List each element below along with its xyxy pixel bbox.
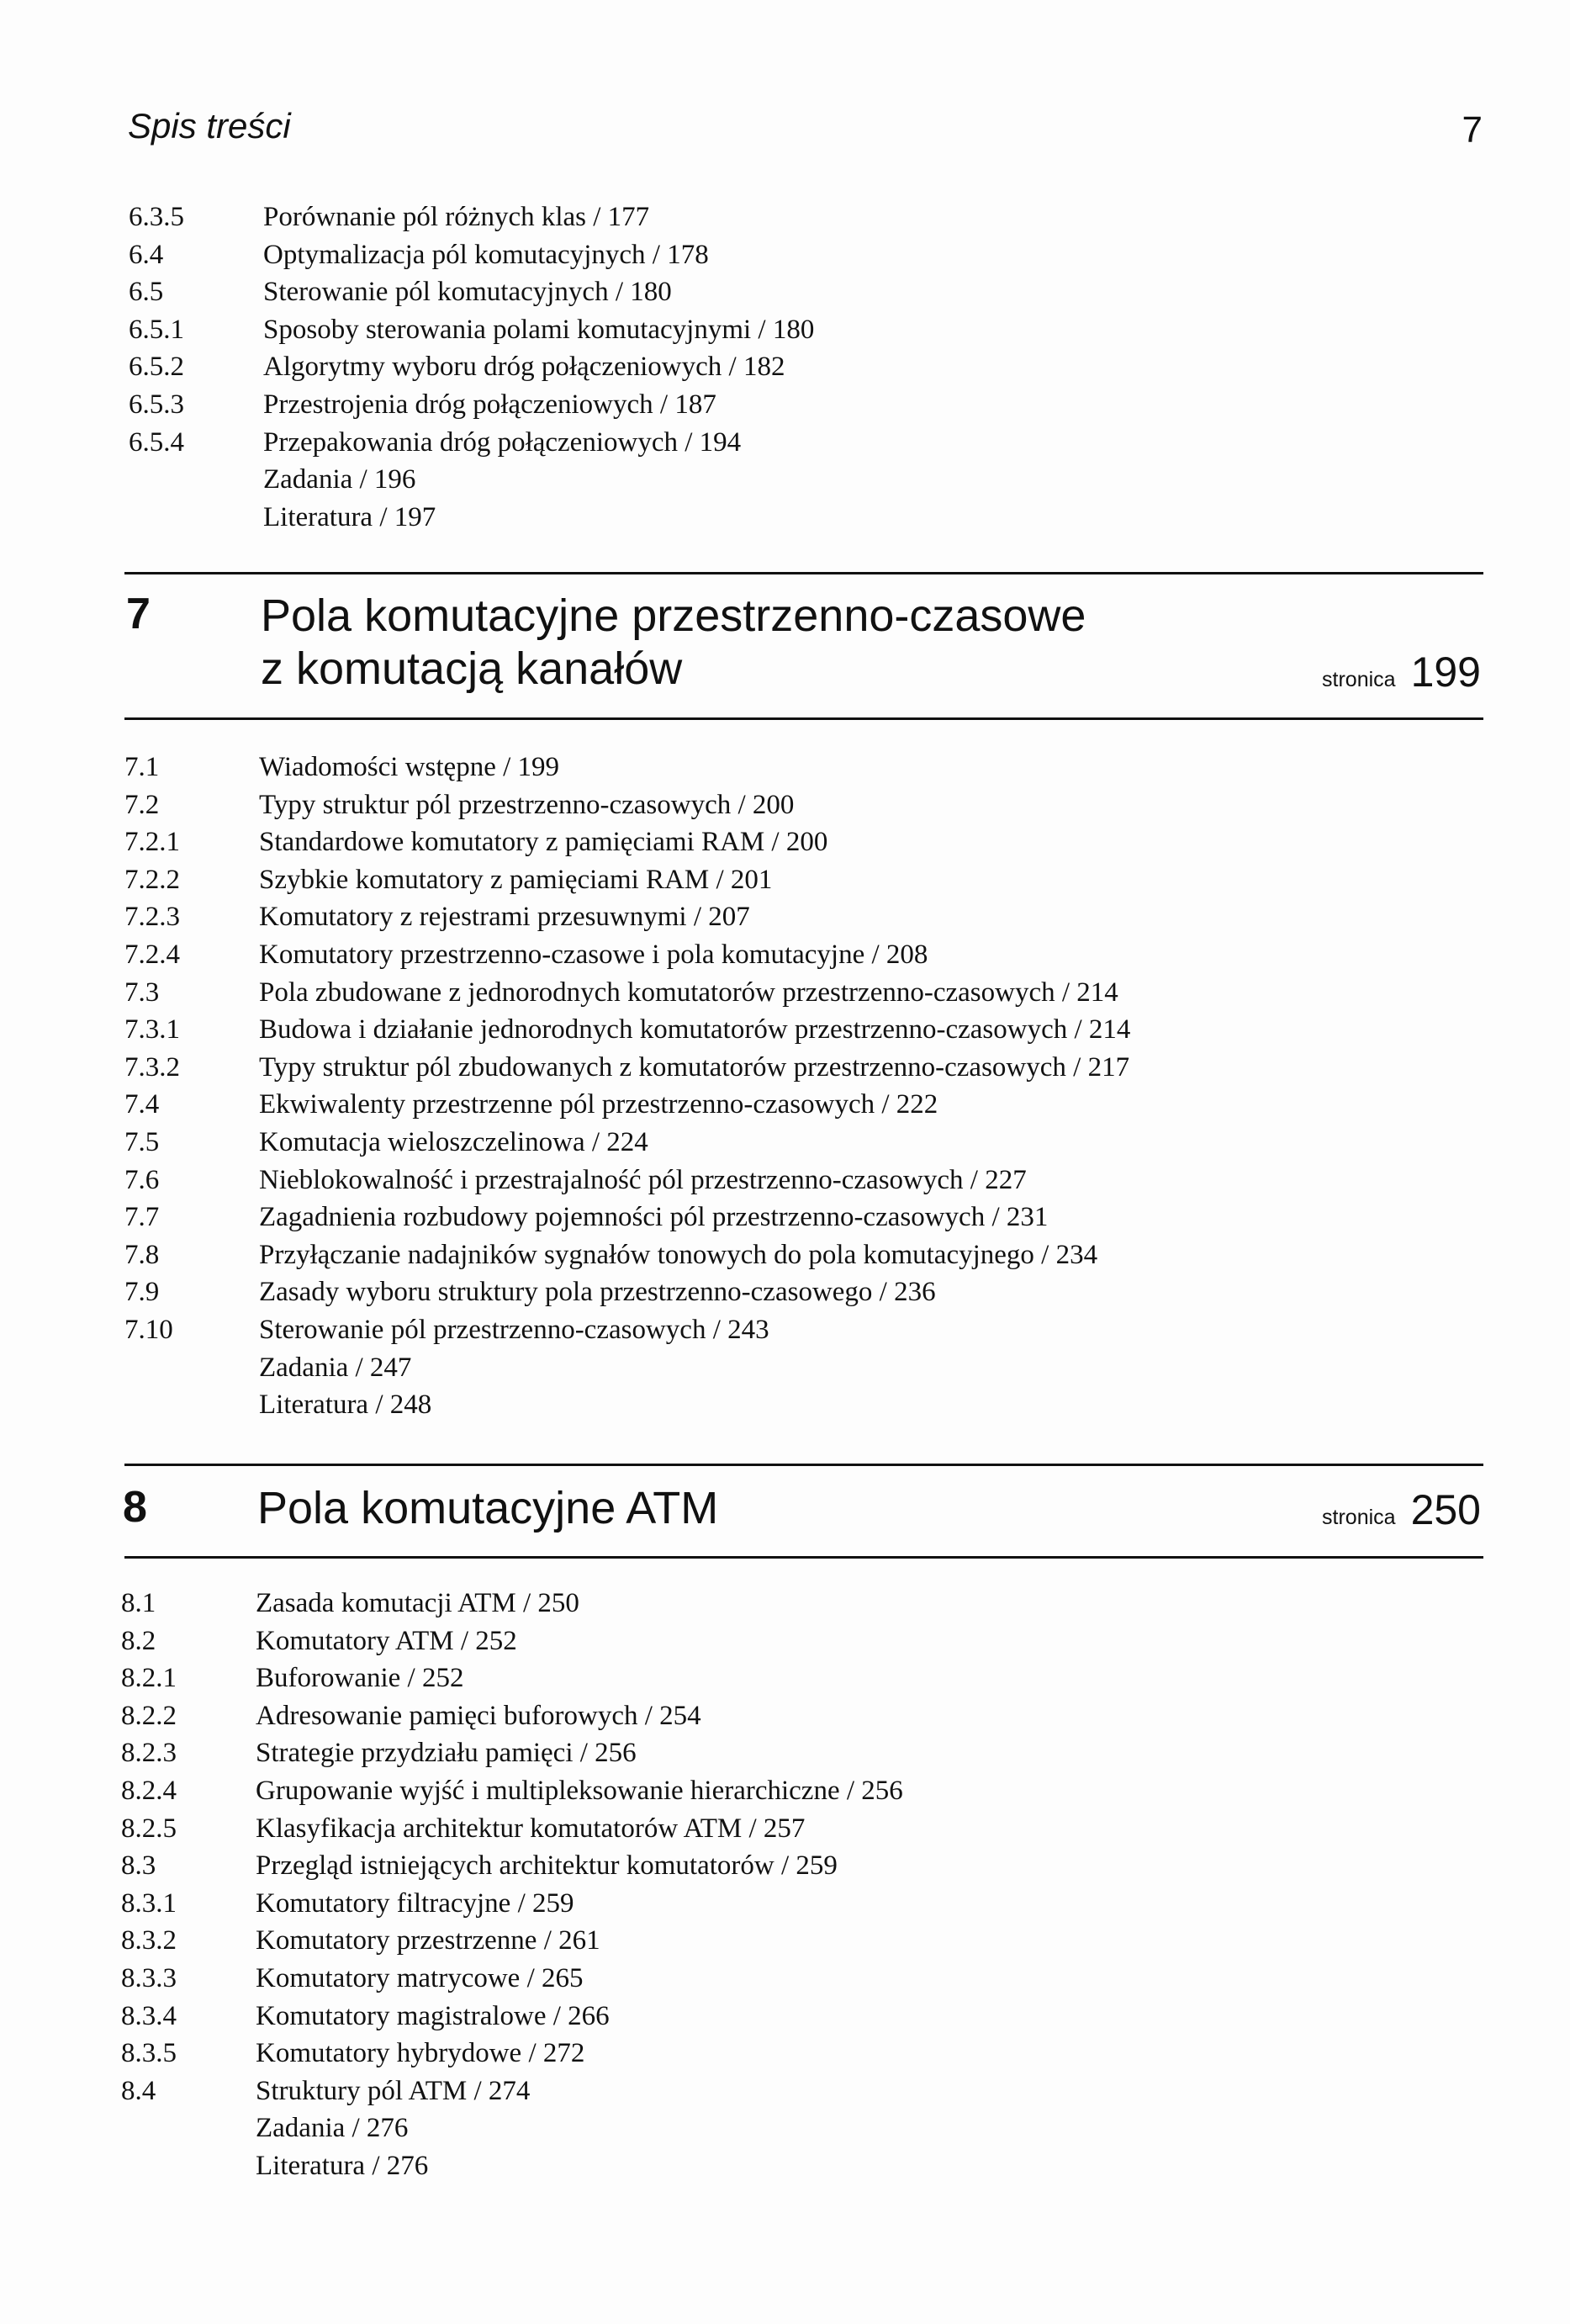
- toc-entry-title: Algorytmy wyboru dróg połączeniowych / 182: [263, 352, 785, 383]
- toc-entry-number: 7.9: [124, 1277, 160, 1308]
- toc-entry-title: Komutatory przestrzenne / 261: [256, 1925, 600, 1956]
- toc-entry-title: Literatura / 248: [259, 1390, 432, 1421]
- toc-entry-title: Grupowanie wyjść i multipleksowanie hierarchiczne / 256: [256, 1775, 903, 1806]
- chapter-7-number: 7: [126, 590, 151, 638]
- toc-entry: [121, 2073, 1382, 2110]
- toc-entry: [124, 1049, 1386, 1087]
- toc-entry-number: 8.3.2: [121, 1925, 177, 1956]
- toc-entry: [129, 311, 1390, 349]
- toc-entry-number: 8.2.1: [121, 1663, 177, 1694]
- toc-entry-title: Literatura / 197: [263, 501, 436, 532]
- toc-list-chapter-8: [121, 1585, 1382, 2185]
- chapter-7-title: [261, 590, 1086, 696]
- toc-entry-title: Zasady wyboru struktury pola przestrzenno-czasowego / 236: [259, 1277, 936, 1308]
- toc-entry-number: 6.4: [129, 239, 164, 270]
- toc-entry-number: 8.2.2: [121, 1700, 177, 1731]
- toc-entry-number: 6.5.2: [129, 352, 184, 383]
- toc-entry: [121, 1623, 1382, 1660]
- toc-entry-number: 8.2.4: [121, 1775, 177, 1806]
- toc-entry: [124, 1162, 1386, 1199]
- toc-entry-title: Zasada komutacji ATM / 250: [256, 1588, 579, 1618]
- toc-entry: [121, 1810, 1382, 1848]
- toc-entry-title: Sterowanie pól przestrzenno-czasowych / 243: [259, 1314, 769, 1345]
- toc-entry-number: 7.3.1: [124, 1014, 180, 1046]
- chapter-8-page: 250: [1410, 1486, 1481, 1533]
- toc-entry-number: 7.3: [124, 977, 160, 1008]
- toc-entry-title: Budowa i działanie jednorodnych komutatorów przestrzenno-czasowych / 214: [259, 1014, 1131, 1046]
- toc-entry-title: Klasyfikacja architektur komutatorów ATM / 257: [256, 1813, 806, 1844]
- toc-entry-title: Zadania / 247: [259, 1352, 412, 1383]
- chapter-7-title-line-1: Pola komutacyjne przestrzenno-czasowe: [261, 590, 1086, 641]
- toc-entry-title: Komutatory z rejestrami przesuwnymi / 207: [259, 902, 750, 933]
- toc-entry: [124, 823, 1386, 861]
- running-header-title: Spis treści: [128, 106, 291, 146]
- toc-entry: [124, 1349, 1386, 1387]
- toc-entry-number: 7.8: [124, 1239, 160, 1270]
- toc-entry: [124, 1236, 1386, 1274]
- toc-entry-number: 8.2.5: [121, 1813, 177, 1844]
- toc-entry: [121, 1585, 1382, 1623]
- toc-entry-title: Struktury pól ATM / 274: [256, 2075, 531, 2106]
- toc-entry: [124, 786, 1386, 824]
- toc-entry-number: 7.1: [124, 752, 160, 782]
- chapter-7-top-rule: [124, 572, 1483, 574]
- toc-entry-title: Przyłączanie nadajników sygnałów tonowych do pola komutacyjnego / 234: [259, 1239, 1098, 1270]
- toc-entry-number: 7.10: [124, 1314, 173, 1345]
- toc-entry: [124, 749, 1386, 786]
- toc-entry: [129, 273, 1390, 311]
- toc-entry-title: Adresowanie pamięci buforowych / 254: [256, 1700, 701, 1731]
- chapter-8-page-ref: [1322, 1485, 1481, 1534]
- toc-entry-number: 6.5.3: [129, 389, 184, 420]
- toc-entry: [129, 386, 1390, 424]
- toc-entry: [121, 2035, 1382, 2073]
- chapter-8-top-rule: [124, 1464, 1483, 1466]
- toc-entry-title: Typy struktur pól zbudowanych z komutatorów przestrzenno-czasowych / 217: [259, 1051, 1130, 1083]
- toc-entry-title: Sposoby sterowania polami komutacyjnymi / 180: [263, 314, 815, 345]
- toc-entry: [129, 236, 1390, 274]
- toc-entry-number: 8.3: [121, 1850, 156, 1882]
- toc-entry-number: 7.2.4: [124, 939, 180, 970]
- toc-entry: [124, 1086, 1386, 1124]
- toc-entry-title: Komutatory filtracyjne / 259: [256, 1887, 574, 1919]
- toc-entry-title: Szybkie komutatory z pamięciami RAM / 201: [259, 864, 773, 895]
- chapter-8-bottom-rule: [124, 1556, 1483, 1559]
- toc-entry-title: Zadania / 276: [256, 2113, 409, 2144]
- toc-entry: [121, 1885, 1382, 1923]
- toc-entry-number: 6.5.4: [129, 426, 184, 458]
- toc-entry-title: Wiadomości wstępne / 199: [259, 752, 560, 782]
- toc-entry-number: 7.2.1: [124, 827, 180, 858]
- toc-entry-title: Przestrojenia dróg połączeniowych / 187: [263, 389, 716, 420]
- toc-entry-title: Porównanie pól różnych klas / 177: [263, 202, 650, 232]
- toc-entry-title: Zagadnienia rozbudowy pojemności pól przestrzenno-czasowych / 231: [259, 1202, 1049, 1233]
- toc-entry-number: 8.3.4: [121, 2000, 177, 2031]
- toc-entry-title: Przepakowania dróg połączeniowych / 194: [263, 426, 742, 458]
- toc-entry: [124, 1199, 1386, 1236]
- toc-entry: [121, 1847, 1382, 1885]
- toc-entry-number: 8.2: [121, 1625, 156, 1656]
- toc-entry-title: Typy struktur pól przestrzenno-czasowych / 200: [259, 789, 795, 820]
- toc-entry-title: Nieblokowalność i przestrajalność pól przestrzenno-czasowych / 227: [259, 1164, 1027, 1195]
- toc-entry-number: 8.3.1: [121, 1887, 177, 1919]
- chapter-7-title-line-2: z komutacją kanałów: [261, 643, 683, 694]
- page-label: stronica: [1322, 668, 1396, 691]
- toc-entry-number: 7.2.3: [124, 902, 180, 933]
- toc-list-chapter-7: [124, 749, 1386, 1424]
- toc-entry-title: Ekwiwalenty przestrzenne pól przestrzenno-czasowych / 222: [259, 1089, 938, 1120]
- toc-entry-title: Komutatory magistralowe / 266: [256, 2000, 610, 2031]
- toc-entry: [124, 1011, 1386, 1049]
- toc-entry-number: 6.5: [129, 277, 164, 308]
- toc-entry-title: Pola zbudowane z jednorodnych komutatorów przestrzenno-czasowych / 214: [259, 977, 1118, 1008]
- toc-entry-title: Komutacja wieloszczelinowa / 224: [259, 1126, 648, 1157]
- toc-entry: [121, 1960, 1382, 1998]
- chapter-8-number: 8: [123, 1483, 147, 1532]
- toc-entry: [124, 898, 1386, 936]
- toc-entry: [129, 424, 1390, 462]
- toc-entry-number: 8.3.5: [121, 2038, 177, 2069]
- toc-entry-title: Sterowanie pól komutacyjnych / 180: [263, 277, 672, 308]
- toc-entry-number: 6.3.5: [129, 202, 184, 232]
- toc-entry: [124, 1124, 1386, 1162]
- toc-entry: [121, 1922, 1382, 1960]
- toc-entry-number: 7.5: [124, 1126, 160, 1157]
- toc-entry-number: 7.2.2: [124, 864, 180, 895]
- toc-entry-number: 8.4: [121, 2075, 156, 2106]
- toc-entry: [129, 199, 1390, 236]
- page-label: stronica: [1322, 1506, 1396, 1529]
- toc-entry: [124, 1311, 1386, 1349]
- toc-entry: [124, 1386, 1386, 1424]
- toc-entry: [129, 348, 1390, 386]
- toc-entry-title: Komutatory ATM / 252: [256, 1625, 517, 1656]
- toc-entry-title: Komutatory przestrzenno-czasowe i pola komutacyjne / 208: [259, 939, 928, 970]
- toc-entry-number: 7.6: [124, 1164, 160, 1195]
- chapter-8-title: Pola komutacyjne ATM: [257, 1483, 719, 1533]
- toc-entry-title: Standardowe komutatory z pamięciami RAM / 200: [259, 827, 828, 858]
- toc-entry-title: Literatura / 276: [256, 2150, 429, 2181]
- page-number: 7: [1462, 109, 1483, 151]
- toc-entry: [124, 1273, 1386, 1311]
- toc-list-section-6: [129, 199, 1390, 536]
- toc-entry: [121, 1697, 1382, 1735]
- toc-entry-number: 7.7: [124, 1202, 160, 1233]
- toc-entry: [124, 974, 1386, 1012]
- toc-entry-title: Strategie przydziału pamięci / 256: [256, 1738, 637, 1769]
- toc-entry: [121, 1998, 1382, 2035]
- chapter-7-bottom-rule: [124, 717, 1483, 720]
- chapter-7-page-ref: [1322, 648, 1481, 696]
- toc-entry: [121, 2147, 1382, 2185]
- toc-entry: [121, 2110, 1382, 2147]
- toc-entry-number: 7.4: [124, 1089, 160, 1120]
- toc-entry: [121, 1734, 1382, 1772]
- toc-entry-title: Optymalizacja pól komutacyjnych / 178: [263, 239, 709, 270]
- toc-entry-number: 7.3.2: [124, 1051, 180, 1083]
- toc-entry-number: 6.5.1: [129, 314, 184, 345]
- toc-entry-title: Komutatory matrycowe / 265: [256, 1962, 584, 1993]
- toc-entry-number: 8.1: [121, 1588, 156, 1618]
- toc-entry-title: Zadania / 196: [263, 464, 416, 495]
- toc-entry-number: 8.3.3: [121, 1962, 177, 1993]
- toc-entry: [129, 461, 1390, 499]
- toc-entry-title: Przegląd istniejących architektur komutatorów / 259: [256, 1850, 838, 1882]
- toc-entry-number: 8.2.3: [121, 1738, 177, 1769]
- toc-entry: [124, 936, 1386, 974]
- toc-entry-number: 7.2: [124, 789, 160, 820]
- toc-entry: [121, 1772, 1382, 1810]
- chapter-7-page: 199: [1410, 648, 1481, 696]
- toc-entry-title: Buforowanie / 252: [256, 1663, 464, 1694]
- toc-entry: [124, 861, 1386, 899]
- toc-entry: [121, 1660, 1382, 1697]
- toc-entry: [129, 499, 1390, 537]
- toc-entry-title: Komutatory hybrydowe / 272: [256, 2038, 585, 2069]
